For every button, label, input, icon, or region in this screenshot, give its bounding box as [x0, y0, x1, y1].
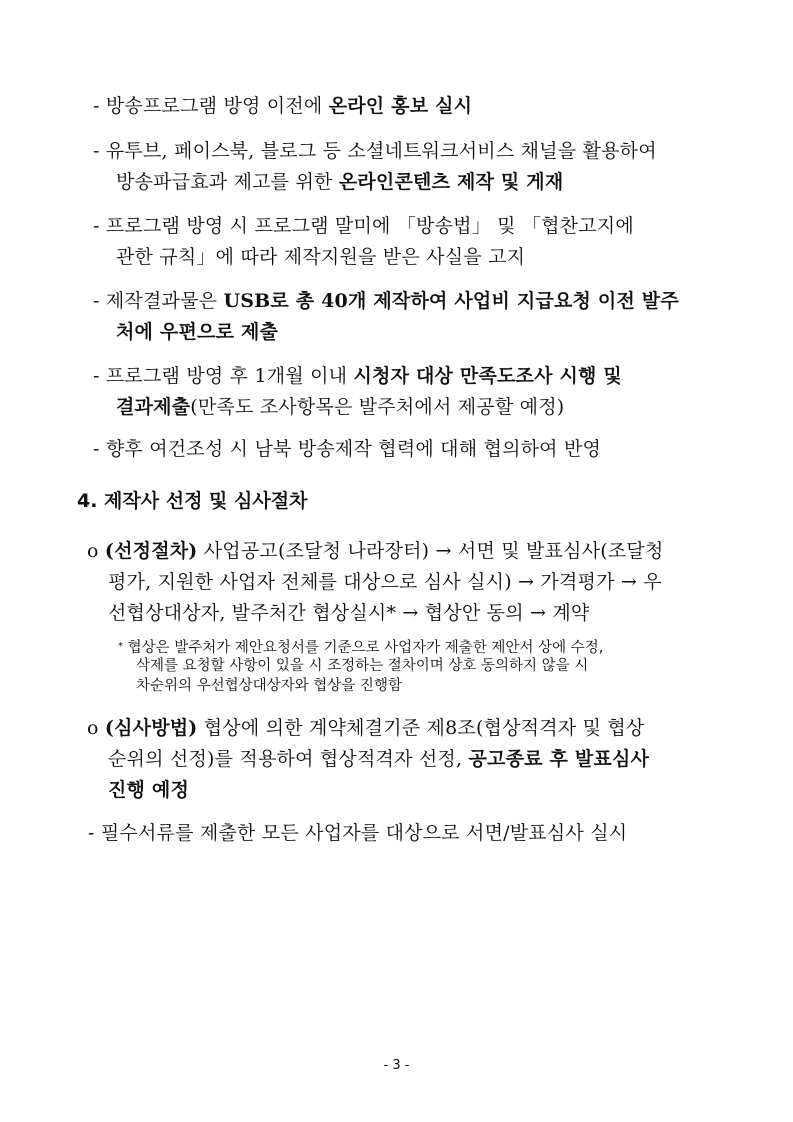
selection-procedure-line2: 평가, 지원한 사업자 전체를 대상으로 심사 실시) → 가격평가 → 우: [108, 571, 662, 593]
bullet-sponsor-notice-line2: 관한 규칙」에 따라 제작지원을 받은 사실을 고지: [116, 246, 526, 268]
review-method-line2: 순위의 선정)를 적용하여 협상적격자 선정, 공고종료 후 발표심사: [108, 748, 650, 770]
bullet-sponsor-notice-line1: - 프로그램 방영 시 프로그램 말미에 「방송법」 및 「협찬고지에: [93, 215, 634, 237]
bullet-survey-line1: - 프로그램 방영 후 1개월 이내 시청자 대상 만족도조사 시행 및: [93, 365, 622, 387]
page-number: - 3 -: [383, 1058, 410, 1073]
bullet-sns-line2: 방송파급효과 제고를 위한 온라인콘텐츠 제작 및 게재: [116, 171, 564, 193]
document-review-bullet: - 필수서류를 제출한 모든 사업자를 대상으로 서면/발표심사 실시: [88, 822, 628, 844]
bullet-usb-submission-line2: 처에 우편으로 제출: [116, 321, 279, 343]
bullet-survey-line2: 결과제출(만족도 조사항목은 발주처에서 제공할 예정): [116, 396, 565, 418]
negotiation-note-line1: * 협상은 발주처가 제안요청서를 기준으로 사업자가 제출한 제안서 상에 수정,: [118, 640, 604, 656]
bullet-usb-submission-line1: - 제작결과물은 USB로 총 40개 제작하여 사업비 지급요청 이전 발주: [93, 290, 679, 312]
bullet-sns-line1: - 유투브, 페이스북, 블로그 등 소셜네트워크서비스 채널을 활용하여: [93, 140, 657, 162]
negotiation-note-line2: 삭제를 요청할 사항이 있을 시 조정하는 절차이며 상호 동의하지 않을 시: [136, 658, 589, 674]
section-heading: 4. 제작사 선정 및 심사절차: [77, 490, 308, 512]
review-method-line3: 진행 예정: [108, 779, 190, 801]
review-method-line1: o (심사방법) 협상에 의한 계약체결기준 제8조(협상적격자 및 협상: [87, 717, 645, 739]
selection-procedure-line3: 선협상대상자, 발주처간 협상실시* → 협상안 동의 → 계약: [108, 602, 590, 624]
bullet-online-promotion: - 방송프로그램 방영 이전에 온라인 홍보 실시: [93, 95, 473, 117]
negotiation-note-line3: 차순위의 우선협상대상자와 협상을 진행함: [136, 678, 402, 694]
bullet-future-cooperation: - 향후 여건조성 시 남북 방송제작 협력에 대해 협의하여 반영: [93, 438, 602, 460]
selection-procedure-line1: o (선정절차) 사업공고(조달청 나라장터) → 서면 및 발표심사(조달청: [87, 540, 664, 562]
